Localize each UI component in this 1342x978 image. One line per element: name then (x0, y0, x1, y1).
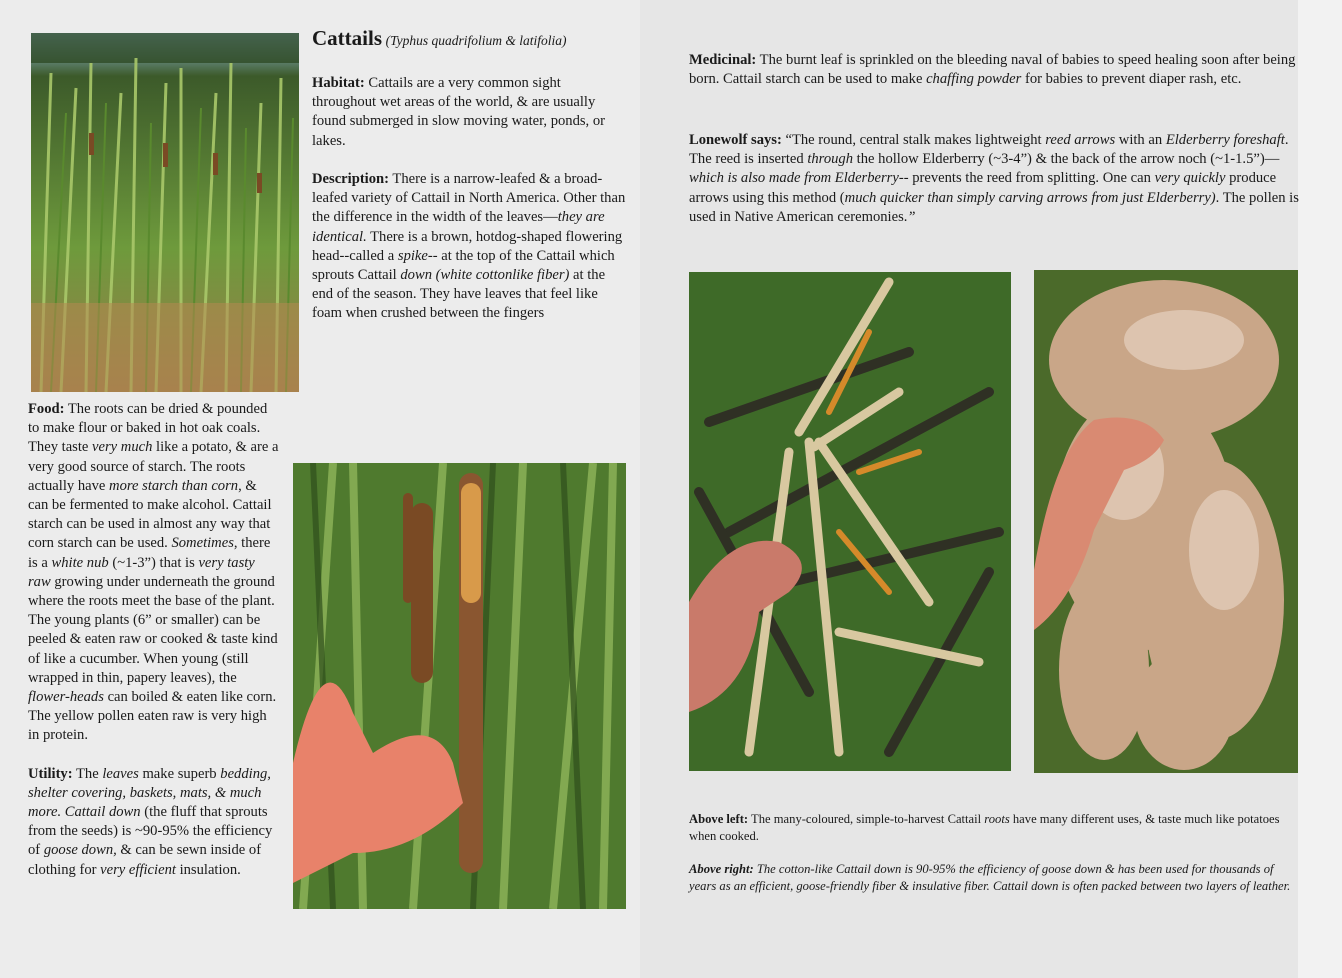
habitat-section (312, 74, 612, 151)
description-section (312, 170, 626, 324)
utility-emphasis: goose down, (43, 842, 117, 859)
lonewolf-section (689, 131, 1299, 227)
lonewolf-emphasis: reed arrows (1045, 132, 1116, 148)
photo-cattail-roots (689, 272, 1011, 771)
caption-left-emphasis: roots (984, 812, 1010, 826)
captions-section (689, 811, 1297, 911)
food-text: (~1-3”) that is (108, 554, 199, 571)
description-text: at the end of the season. They have leaves that feel like foam when crushed between the fingers (312, 267, 606, 322)
caption-left (689, 811, 1297, 845)
food-label: Food: (28, 401, 65, 417)
food-text: The roots can be dried & pounded to make flour or baked in hot oak coals. They taste (28, 401, 268, 456)
description-text: There is a brown, hotdog-shaped flowering head--called a (312, 228, 623, 264)
medicinal-emphasis: chaffing powder (926, 71, 1022, 88)
caption-left-text: The many-coloured, simple-to-harvest Cattail (748, 812, 985, 826)
caption-left-label: Above left: (689, 812, 749, 826)
description-text: -- at the top of the Cattail which sprouts Cattail (312, 247, 615, 284)
utility-emphasis: very efficient (100, 861, 176, 878)
description-text: There is a narrow-leafed & a broad-leafed variety of Cattail in North America. Other than the difference in the width of the leaves— (312, 171, 626, 226)
food-text: , there is a (28, 535, 271, 571)
food-text: can boiled & eaten like corn. The yellow pollen eaten raw is very high in protein. (28, 689, 277, 744)
food-text: like a potato, & are a very good source of starch. The roots actually have (28, 439, 279, 494)
lonewolf-text: with an (1115, 132, 1166, 148)
utility-label: Utility: (28, 765, 73, 782)
food-text: growing under underneath the ground where the roots meet the base of the plant. The young plants (6” or smaller) can be peeled & eaten raw or cooked & taste kind of like a cucumber. When young (still wrapped in thin, papery leaves), the (28, 573, 278, 686)
utility-text: insulation. (175, 861, 241, 878)
utility-emphasis: bedding, shelter covering, baskets, mats, & much more. Cattail down (28, 765, 271, 821)
utility-text: & can be sewn inside of clothing for (28, 842, 262, 878)
lonewolf-emphasis: much quicker than simply carving arrows from just Elderberry) (844, 189, 1216, 206)
food-emphasis: flower-heads (28, 689, 104, 706)
food-emphasis: white nub (51, 554, 109, 571)
lonewolf-text: produce arrows using this method ( (689, 170, 1277, 206)
medicinal-label: Medicinal: (689, 52, 757, 68)
food-emphasis: very tasty raw (28, 554, 255, 590)
utility-text: (the fluff that sprouts from the seeds) is ~90-95% the efficiency of (28, 804, 273, 859)
lonewolf-emphasis: through (807, 151, 854, 168)
food-emphasis: very much (92, 439, 153, 456)
food-text: , & can be fermented to make alcohol. Cattail starch can be used in almost any way that corn starch can be used. (28, 477, 272, 552)
lonewolf-text: -- prevents the reed from splitting. One can (898, 170, 1155, 187)
utility-emphasis: leaves (102, 765, 139, 782)
photo-cattail-spikes (293, 463, 626, 909)
lonewolf-text: “The round, central stalk makes lightweight (781, 132, 1046, 148)
description-emphasis: spike (397, 247, 428, 264)
food-emphasis: more starch than corn (109, 477, 239, 494)
food-emphasis: Sometimes (171, 535, 234, 552)
caption-right-label: Above right: (689, 862, 754, 876)
title-block (312, 26, 632, 51)
caption-right-text: The cotton-like Cattail down is 90-95% the efficiency of goose down & has been used for thousands of years as an efficient, goose-friendly fiber & insulative fiber. Cattail down is often packed between two layers of leather. (689, 862, 1291, 893)
medicinal-section (689, 51, 1299, 89)
description-label: Description: (312, 171, 390, 187)
lonewolf-label: Lonewolf says: (689, 132, 782, 148)
description-emphasis: they are identical. (312, 209, 605, 245)
lonewolf-emphasis: very quickly (1154, 170, 1226, 187)
photo-cattail-down (1034, 270, 1298, 773)
lonewolf-text: . The reed is inserted (689, 132, 1289, 168)
medicinal-text: for babies to prevent diaper rash, etc. (1021, 71, 1242, 88)
lonewolf-emphasis: ” (907, 208, 916, 225)
food-utility-section (28, 400, 628, 909)
lonewolf-text: the hollow Elderberry (~3-4”) & the back of the arrow noch (~1-1.5”)— (853, 151, 1280, 168)
photo-cattail-stand (31, 33, 299, 392)
utility-text: make superb (138, 765, 221, 782)
lonewolf-emphasis: Elderberry foreshaft (1165, 132, 1285, 148)
caption-right (689, 861, 1297, 895)
utility-text: The (72, 765, 103, 782)
lonewolf-text: . The pollen is used in Native American ceremonies. (689, 189, 1299, 225)
habitat-label: Habitat: (312, 75, 365, 91)
latin-name: (Typhus quadrifolium & latifolia) (385, 33, 567, 48)
page-margin (1298, 0, 1342, 978)
description-emphasis: down (white cottonlike fiber) (400, 267, 570, 284)
page-title: Cattails (312, 26, 382, 50)
caption-left-text: have many different uses, & taste much like potatoes when cooked. (689, 812, 1280, 843)
medicinal-text: The burnt leaf is sprinkled on the bleeding naval of babies to speed healing soon after being born. Cattail starch can be used to make (689, 52, 1296, 88)
habitat-text: Cattails are a very common sight throughout wet areas of the world, & are usually found submerged in slow moving water, ponds, or lakes. (312, 75, 606, 149)
lonewolf-emphasis: which is also made from Elderberry (689, 170, 899, 187)
